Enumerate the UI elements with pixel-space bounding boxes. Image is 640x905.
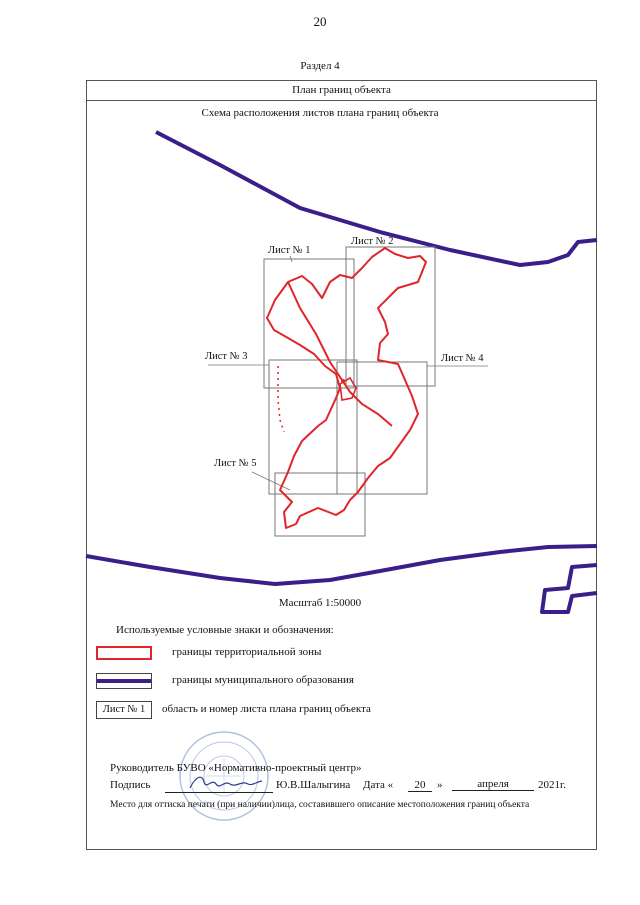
municipal-boundary-bottom xyxy=(86,546,597,584)
page-number: 20 xyxy=(313,14,327,29)
sheet-label-3: Лист № 3 xyxy=(205,351,248,362)
handwritten-signature xyxy=(186,772,266,794)
sheet-label-5: Лист № 5 xyxy=(214,458,257,469)
date-day-close: » xyxy=(437,779,443,791)
date-month: апреля xyxy=(452,778,534,791)
legend-zone-boundary-symbol xyxy=(96,646,152,660)
date-year: 2021г. xyxy=(538,779,567,791)
signature-head-line: Руководитель БУВО «Нормативно-проектный центр» xyxy=(110,762,362,774)
territorial-zone-inner-line xyxy=(288,282,392,426)
territorial-zone-point xyxy=(341,379,345,383)
scheme-title: Схема расположения листов плана границ объекта xyxy=(201,107,439,119)
stamp-note: Место для оттиска печати (при наличии)лица, составившего описание местоположения границ объекта xyxy=(110,800,530,810)
signature-label: Подпись xyxy=(110,779,151,791)
sheet-label-4: Лист № 4 xyxy=(441,353,484,364)
legend-municipal-boundary-symbol xyxy=(96,673,152,689)
legend-sheet-symbol: Лист № 1 xyxy=(96,701,152,719)
sheet-box-2 xyxy=(346,247,435,386)
legend-municipal-boundary-label: границы муниципального образования xyxy=(172,674,354,686)
legend-title: Используемые условные знаки и обозначения: xyxy=(116,624,334,636)
date-day: 20 xyxy=(408,779,432,792)
sheet-box-4 xyxy=(337,362,427,494)
signer-name: Ю.В.Шалыгина xyxy=(276,779,351,791)
territorial-zone-dotted xyxy=(278,366,284,432)
legend-sheet-label: область и номер листа плана границ объекта xyxy=(162,703,371,715)
date-label: Дата « xyxy=(363,779,394,791)
sheet-label-1: Лист № 1 xyxy=(268,245,311,256)
scale-text: Масштаб 1:50000 xyxy=(278,597,362,609)
legend-zone-boundary-label: границы территориальной зоны xyxy=(172,646,322,658)
sheet-label-2: Лист № 2 xyxy=(351,236,394,247)
frame-title: План границ объекта xyxy=(87,81,596,101)
section-label: Раздел 4 xyxy=(300,60,340,72)
